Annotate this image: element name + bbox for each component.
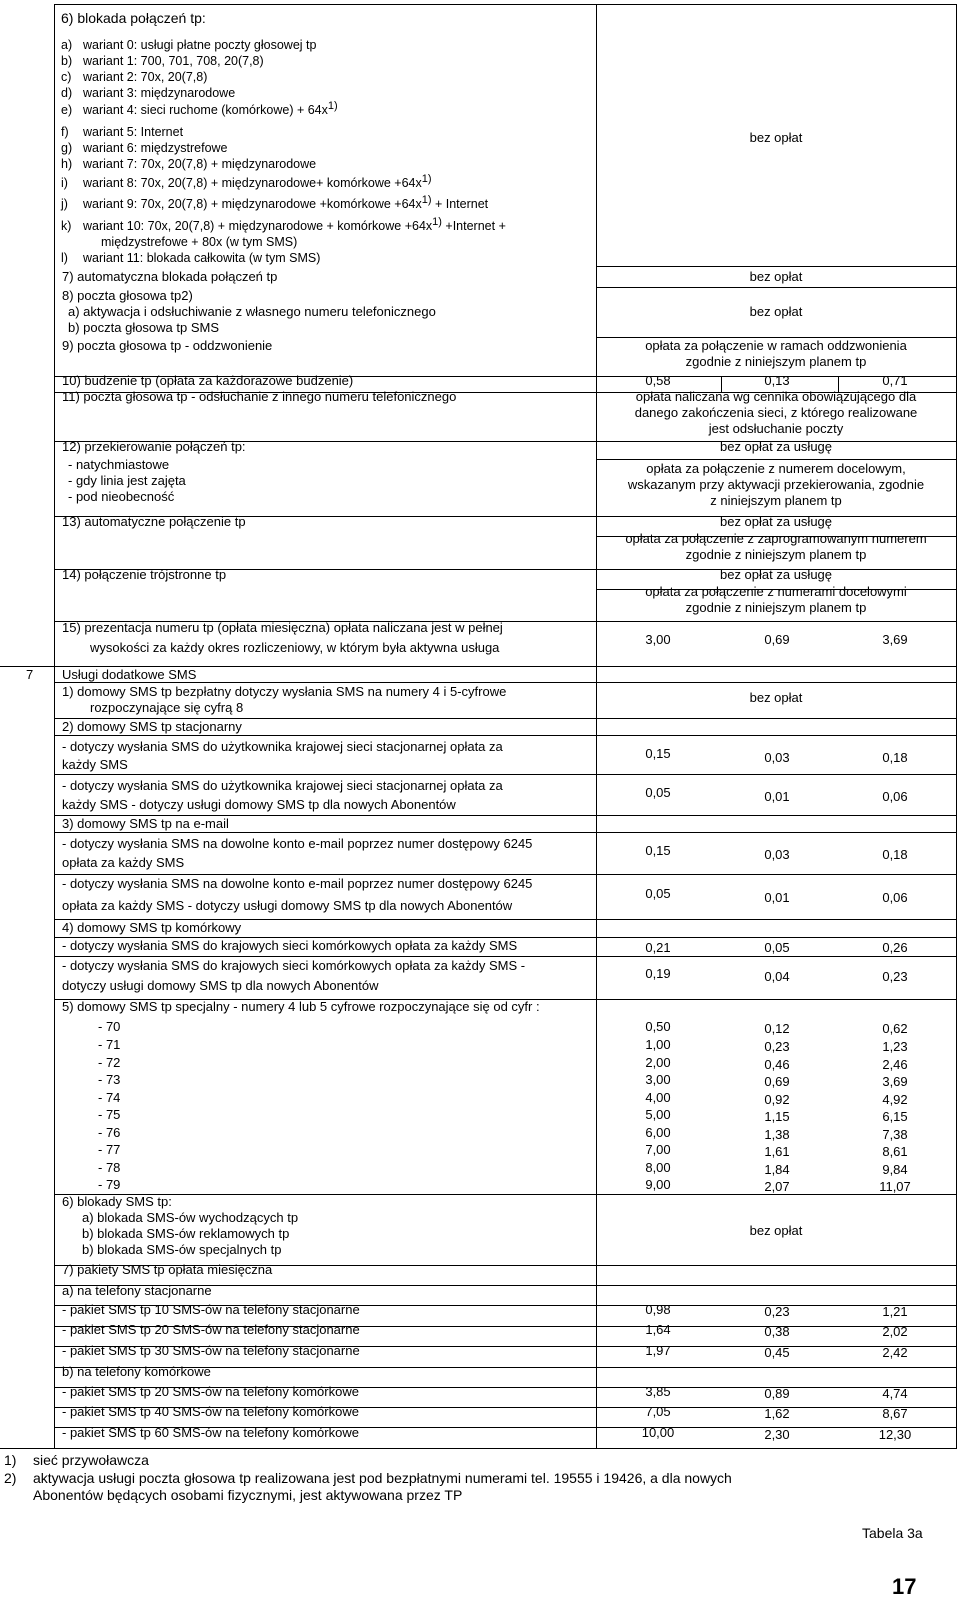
variant-letter: a) [61,38,73,52]
variant-item [61,172,432,191]
row-label: 14) połączenie trójstronne tp [62,567,227,582]
variant-text: wariant 4: sieci ruchome (komórkowe) + 64x [83,103,328,117]
price-cell: bez opłat za usługę [719,514,833,529]
net-price: 10,00 [641,1424,675,1440]
row-label: 11) poczta głosowa tp - odsłuchanie z innego numeru telefonicznego [62,389,457,404]
variant-item [61,54,264,69]
vat-amount: 1,62 [764,1406,790,1422]
gross-price: 0,71 [882,373,908,388]
row-label: 9) poczta głosowa tp - oddzwonienie [62,338,273,353]
gross-price: 0,06 [882,789,908,804]
row-label: - pakiet SMS tp 40 SMS-ów na telefony komórkowe [62,1404,359,1420]
row-label: - 72 [98,1054,121,1070]
row-label: - dotyczy wysłania SMS do krajowych sieci komórkowych opłata za każdy SMS - [62,958,526,973]
gross-price: 0,18 [882,750,908,765]
vat-amount: 0,05 [764,940,790,955]
vat-amount: 0,92 [764,1091,790,1107]
gross-price: 3,69 [882,1074,908,1089]
gross-price: 8,61 [882,1144,908,1159]
gross-price: 1,23 [882,1039,908,1054]
variant-text: wariant 1: 700, 701, 708, 20(7,8) [83,54,264,68]
price-cell: bez opłat [749,130,803,145]
price-cell: opłata za połączenie z numerem docelowym, [646,461,906,476]
price-cell: opłata za połączenie w ramach oddzwonienia [645,338,907,353]
row-label: 3) domowy SMS tp na e-mail [62,816,229,831]
vat-amount: 0,04 [764,969,790,984]
row-label: - 78 [98,1159,121,1175]
variant-text: międzystrefowe + 80x (w tym SMS) [101,235,298,249]
variant-letter: l) [61,251,68,265]
vat-amount: 1,61 [764,1144,790,1159]
footnote-marker: 1) [421,193,432,206]
price-cell: bez opłat [749,304,803,319]
row-divider [596,287,956,288]
gross-price: 0,23 [882,969,908,984]
vat-amount: 0,89 [764,1386,790,1401]
vat-amount: 1,84 [764,1161,790,1177]
vat-amount: 2,07 [764,1179,790,1194]
variant-text: wariant 7: 70x, 20(7,8) + międzynarodowe [83,157,317,171]
row-label: 4) domowy SMS tp komórkowy [62,920,242,935]
variant-letter: f) [61,125,69,139]
price-cell: wskazanym przy aktywacji przekierowania, zgodnie [627,477,925,492]
row-label: - 75 [98,1107,121,1122]
row-label: - pakiet SMS tp 10 SMS-ów na telefony stacjonarne [62,1302,360,1317]
row-label: b) poczta głosowa tp SMS [68,320,220,335]
variant-letter: e) [61,103,73,117]
gross-price: 4,74 [882,1386,908,1401]
footnote-marker: 1) [421,172,432,185]
row-label: rozpoczynające się cyfrą 8 [90,700,244,715]
gross-price: 2,42 [882,1344,908,1360]
gross-price: 0,06 [882,890,908,905]
row-divider [596,266,956,267]
list-item: - gdy linia jest zajęta [68,473,186,488]
variant-letter: i) [61,176,68,190]
price-cell: bez opłat [749,1223,803,1238]
section-number: 7 [26,667,34,682]
row-label: 7) pakiety SMS tp opłata miesięczna [62,1262,273,1277]
row-label: 1) domowy SMS tp bezpłatny dotyczy wysłania SMS na numery 4 i 5-cyfrowe [62,684,507,699]
row-divider [54,1194,956,1195]
vat-amount: 0,69 [764,1074,790,1089]
price-cell: z niniejszym planem tp [710,493,842,508]
variant-item [61,251,320,266]
vat-amount: 1,15 [764,1109,790,1124]
price-cell: bez opłat za usługę [719,439,833,454]
gross-price: 8,67 [882,1406,908,1422]
vat-amount: 0,45 [764,1344,790,1360]
net-price: 9,00 [645,1177,671,1192]
row-label: dotyczy usługi domowy SMS tp dla nowych Abonentów [62,978,379,993]
price-cell: bez opłat [749,269,803,284]
price-cell: jest odsłuchanie poczty [708,421,844,436]
row-label: każdy SMS - dotyczy usługi domowy SMS tp dla nowych Abonentów [62,797,456,812]
row-label: - 73 [98,1072,121,1087]
footnote-number: 1) [4,1452,17,1468]
row-divider [54,832,956,833]
variant-item [61,125,183,140]
footnote-text: aktywacja usługi poczta głosowa tp realizowana jest pod bezpłatnymi numerami tel. 19555 i 19426, a dla nowych [33,1470,732,1486]
section-heading: Usługi dodatkowe SMS [62,667,197,682]
net-price: 0,19 [645,966,671,981]
vat-amount: 0,01 [764,789,790,804]
row-label: - 71 [98,1037,121,1052]
table-label: Tabela 3a [862,1525,923,1541]
price-cell: danego zakończenia sieci, z którego realizowane [634,405,918,420]
gross-price: 7,38 [882,1126,908,1142]
gross-price: 11,07 [879,1179,911,1194]
vat-amount: 0,01 [764,890,790,905]
net-price: 1,64 [645,1322,671,1338]
row-divider [54,956,956,957]
vat-amount: 0,03 [764,847,790,862]
vat-amount: 0,03 [764,750,790,765]
footnote-text: Abonentów będących osobami fizycznymi, jest aktywowana przez TP [33,1487,463,1503]
variant-item [61,38,316,53]
net-price: 7,00 [645,1142,671,1157]
row-label: każdy SMS [62,757,128,772]
variant-text: wariant 5: Internet [83,125,184,139]
row-label: - 70 [98,1019,121,1034]
vat-amount: 0,46 [764,1056,790,1072]
row-label: - dotyczy wysłania SMS do użytkownika krajowej sieci stacjonarnej opłata za [62,778,503,793]
list-item: - natychmiastowe [68,457,170,472]
net-price: 4,00 [645,1089,671,1105]
footnote-text: sieć przywoławcza [33,1452,149,1468]
variant-text: wariant 8: 70x, 20(7,8) + międzynarodowe+ komórkowe +64x [83,176,422,190]
row-divider [54,735,956,736]
vat-amount: 2,30 [764,1426,790,1442]
gross-price: 2,46 [882,1056,908,1072]
gross-price: 0,26 [882,940,908,955]
variant-text: +Internet + [441,219,506,233]
row-label: opłata za każdy SMS - dotyczy usługi domowy SMS tp dla nowych Abonentów [62,898,513,913]
row-label: - 74 [98,1089,121,1105]
row-label: - dotyczy wysłania SMS do użytkownika krajowej sieci stacjonarnej opłata za [62,739,503,754]
row-label: 12) przekierowanie połączeń tp: [62,439,246,454]
list-item: b) blokada SMS-ów reklamowych tp [82,1226,290,1241]
variant-text: wariant 3: międzynarodowe [83,86,236,100]
net-price: 1,97 [645,1342,671,1358]
net-price: 1,00 [645,1037,671,1052]
row-label: 15) prezentacja numeru tp (opłata miesięczna) opłata naliczana jest w pełnej [62,620,503,635]
net-price: 0,05 [645,886,671,901]
row-label: a) aktywacja i odsłuchiwanie z własnego numeru telefonicznego [68,304,436,319]
column-divider [54,4,55,1448]
variant-item [61,141,228,156]
row-label: 8) poczta głosowa tp2) [62,288,193,303]
variant-letter: c) [61,70,72,84]
net-price: 0,58 [645,373,671,388]
price-cell: opłata za połączenie z numerami docelowymi [645,584,907,599]
gross-price: 0,62 [882,1021,908,1036]
variant-item [61,193,489,212]
row-label: 5) domowy SMS tp specjalny - numery 4 lub 5 cyfrowe rozpoczynające się od cyfr : [62,999,540,1014]
variant-item [61,99,338,118]
price-cell: opłata naliczana wg cennika obowiązującego dla [635,389,917,404]
net-price: 6,00 [645,1124,671,1140]
gross-price: 6,15 [882,1109,908,1124]
net-price: 7,05 [645,1404,671,1420]
gross-price: 0,18 [882,847,908,862]
gross-price: 9,84 [882,1161,908,1177]
row-label: a) na telefony stacjonarne [62,1283,212,1298]
net-price: 0,50 [645,1019,671,1034]
net-price: 0,21 [645,940,671,955]
row-divider [54,874,956,875]
variant-item [61,157,316,172]
gross-price: 4,92 [882,1091,908,1107]
net-price: 0,15 [645,843,671,858]
vat-amount: 0,38 [764,1324,790,1340]
vat-amount: 0,23 [764,1304,790,1319]
variant-item [61,70,207,85]
price-cell: zgodnie z niniejszym planem tp [685,354,867,369]
row-divider [54,682,956,683]
variant-letter: b) [61,54,73,68]
row-divider [54,4,956,5]
variant-letter: g) [61,141,73,155]
net-price: 2,00 [645,1054,671,1070]
net-price: 3,00 [645,1072,671,1087]
price-cell: bez opłat [749,690,803,705]
variant-letter: j) [61,197,68,211]
vat-amount: 0,12 [764,1021,790,1036]
list-item: b) blokada SMS-ów specjalnych tp [82,1242,282,1257]
gross-price: 1,21 [882,1304,908,1319]
variant-text: wariant 0: usługi płatne poczty głosowej tp [83,38,317,52]
row-label: - 76 [98,1124,121,1140]
footnote-marker: 1) [432,215,442,228]
net-price: 8,00 [645,1159,671,1175]
row-label: - dotyczy wysłania SMS na dowolne konto e-mail poprzez numer dostępowy 6245 [62,876,533,891]
variant-item [61,86,235,101]
gross-price: 2,02 [882,1324,908,1340]
gross-price: 3,69 [882,632,908,647]
net-price: 3,00 [645,632,671,647]
row-label: - pakiet SMS tp 30 SMS-ów na telefony stacjonarne [62,1342,360,1358]
price-cell: zgodnie z niniejszym planem tp [685,547,867,562]
row-label: - 79 [98,1177,121,1192]
footnote-marker: 1) [327,99,338,112]
vat-amount: 0,23 [764,1039,790,1054]
row-label: 7) automatyczna blokada połączeń tp [62,269,278,284]
row-label: - 77 [98,1142,121,1157]
vat-amount: 1,38 [764,1126,790,1142]
variant-letter: h) [61,157,73,171]
variant-text: wariant 11: blokada całkowita (w tym SMS) [83,251,321,265]
variant-item [61,235,297,250]
net-price: 3,85 [645,1384,671,1399]
row-divider [596,459,956,460]
net-price: 0,98 [645,1302,671,1317]
list-item: a) blokada SMS-ów wychodzących tp [82,1210,299,1225]
price-cell: zgodnie z niniejszym planem tp [685,600,867,615]
page-number: 17 [892,1574,917,1599]
variant-text: wariant 10: 70x, 20(7,8) + międzynarodowe + komórkowe +64x [83,219,433,233]
variant-letter: d) [61,86,73,100]
price-cell: opłata za połączenie z zaprogramowanym numerem [625,531,927,546]
price-cell: bez opłat za usługę [719,567,833,582]
list-item: - pod nieobecność [68,489,175,504]
row-label: - dotyczy wysłania SMS do krajowych sieci komórkowych opłata za każdy SMS [62,938,518,953]
variant-text: wariant 9: 70x, 20(7,8) + międzynarodowe +komórkowe +64x [83,197,422,211]
row-label: 10) budzenie tp (opłata za każdorazowe budzenie) [62,373,354,388]
section-heading: 6) blokada połączeń tp: [61,10,206,26]
row-label: b) na telefony komórkowe [62,1364,211,1379]
variant-text: wariant 6: międzystrefowe [83,141,228,155]
variant-item [61,215,506,234]
variant-text: + Internet [431,197,489,211]
row-label: - pakiet SMS tp 20 SMS-ów na telefony komórkowe [62,1384,359,1399]
vat-amount: 0,13 [764,373,790,388]
row-label: - pakiet SMS tp 60 SMS-ów na telefony komórkowe [62,1424,359,1440]
row-label: wysokości za każdy okres rozliczeniowy, w którym była aktywna usługa [90,640,500,655]
variant-text: wariant 2: 70x, 20(7,8) [83,70,208,84]
row-label: 6) blokady SMS tp: [62,1194,172,1209]
vat-amount: 0,69 [764,632,790,647]
row-label: 13) automatyczne połączenie tp [62,514,246,529]
row-divider [54,774,956,775]
footnote-number: 2) [4,1470,17,1486]
row-label: opłata za każdy SMS [62,855,185,870]
net-price: 0,15 [645,746,671,761]
net-price: 0,05 [645,785,671,800]
variant-letter: k) [61,219,72,233]
row-label: - pakiet SMS tp 20 SMS-ów na telefony stacjonarne [62,1322,360,1338]
row-label: - dotyczy wysłania SMS na dowolne konto e-mail poprzez numer dostępowy 6245 [62,836,533,851]
gross-price: 12,30 [878,1426,912,1442]
row-label: 2) domowy SMS tp stacjonarny [62,719,242,734]
net-price: 5,00 [645,1107,671,1122]
